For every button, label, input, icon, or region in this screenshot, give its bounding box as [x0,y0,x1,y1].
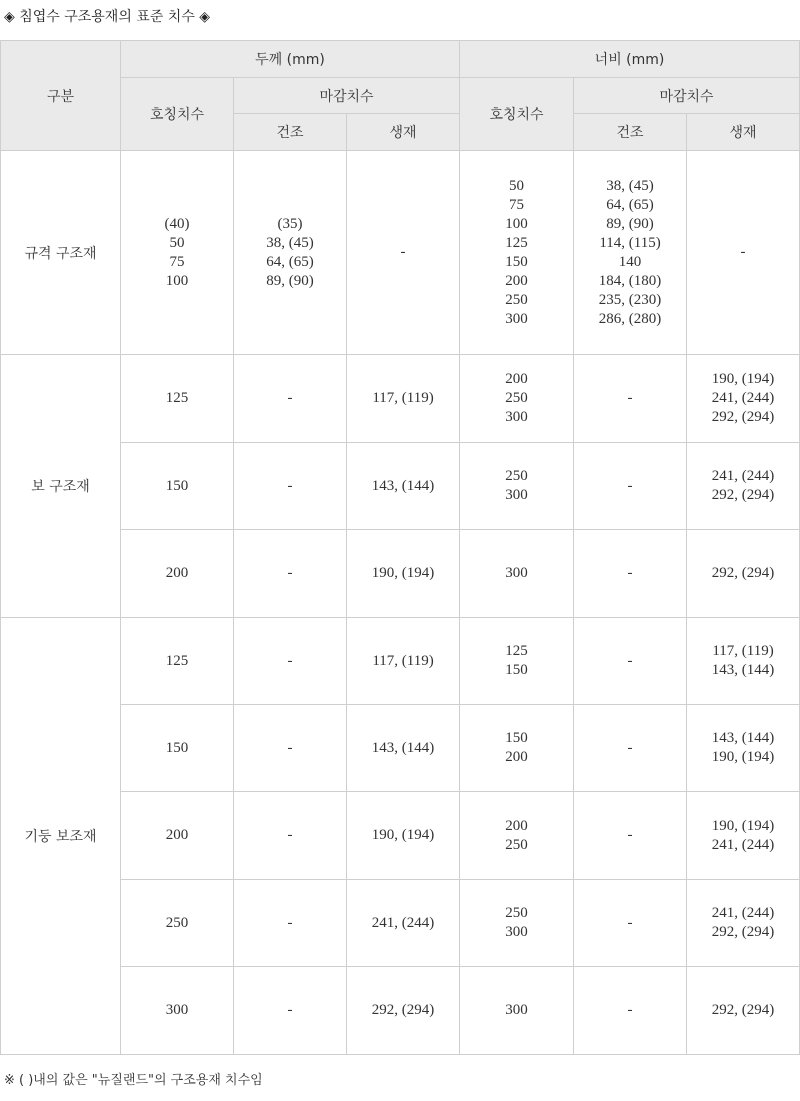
table-row [1,880,800,967]
cell-thickness-nominal: 150 [121,705,234,792]
table-row [1,618,800,705]
cell-thickness-dry: - [234,355,347,443]
cell-thickness-nominal: (40) 50 75 100 [121,151,234,355]
table-row [1,792,800,880]
cell-thickness-green: 117, (119) [347,618,460,705]
cell-width-green: - [687,151,800,355]
cell-thickness-nominal: 250 [121,880,234,967]
cell-width-dry: - [574,443,687,530]
header-width-nominal: 호칭치수 [460,78,574,151]
footnote: ※ ( )내의 값은 "뉴질랜드"의 구조용재 치수임 [4,1073,263,1088]
cell-width-dry: - [574,530,687,618]
table-row [1,705,800,792]
cell-width-dry: - [574,967,687,1055]
cell-thickness-dry: - [234,792,347,880]
cell-thickness-nominal: 200 [121,530,234,618]
cell-width-nominal: 250 300 [460,880,574,967]
cell-thickness-green: 143, (144) [347,705,460,792]
cell-thickness-nominal: 125 [121,355,234,443]
table-row [1,151,800,355]
cell-thickness-nominal: 150 [121,443,234,530]
cell-width-green: 241, (244) 292, (294) [687,443,800,530]
cell-width-green: 190, (194) 241, (244) [687,792,800,880]
cell-thickness-nominal: 200 [121,792,234,880]
cell-width-green: 292, (294) [687,530,800,618]
cell-thickness-dry: - [234,967,347,1055]
cell-thickness-green: 241, (244) [347,880,460,967]
cell-width-nominal: 125 150 [460,618,574,705]
cell-thickness-nominal: 125 [121,618,234,705]
cell-width-nominal: 300 [460,530,574,618]
header-width-green: 생재 [687,114,800,151]
cell-thickness-dry: - [234,880,347,967]
cell-width-nominal: 300 [460,967,574,1055]
cell-thickness-dry: - [234,530,347,618]
cell-width-dry: - [574,880,687,967]
table-row [1,443,800,530]
standard-dimensions-table [0,40,800,1055]
table-row [1,355,800,443]
header-width: 너비 (mm) [460,41,800,78]
cell-width-nominal: 250 300 [460,443,574,530]
cell-thickness-green: 190, (194) [347,530,460,618]
header-thickness-dry: 건조 [234,114,347,151]
header-thickness-nominal: 호칭치수 [121,78,234,151]
cell-width-dry: - [574,792,687,880]
cell-thickness-green: - [347,151,460,355]
page-title: ◈ 침엽수 구조용재의 표준 치수 ◈ [4,9,211,25]
header-thickness-finish: 마감치수 [234,78,460,114]
cell-width-dry: - [574,705,687,792]
header-width-finish: 마감치수 [574,78,800,114]
cell-width-green: 143, (144) 190, (194) [687,705,800,792]
cell-width-dry: - [574,618,687,705]
cell-width-green: 292, (294) [687,967,800,1055]
cell-width-nominal: 150 200 [460,705,574,792]
cell-width-green: 190, (194) 241, (244) 292, (294) [687,355,800,443]
cell-thickness-green: 190, (194) [347,792,460,880]
table-row [1,967,800,1055]
cell-width-dry: 38, (45) 64, (65) 89, (90) 114, (115) 140 184, (180) 235, (230) 286, (280) [574,151,687,355]
cell-width-dry: - [574,355,687,443]
category-standard: 규격 구조재 [1,151,121,355]
cell-thickness-green: 292, (294) [347,967,460,1055]
header-thickness: 두께 (mm) [121,41,460,78]
cell-width-nominal: 200 250 [460,792,574,880]
header-thickness-green: 생재 [347,114,460,151]
cell-thickness-dry: - [234,618,347,705]
cell-width-nominal: 200 250 300 [460,355,574,443]
cell-thickness-dry: (35) 38, (45) 64, (65) 89, (90) [234,151,347,355]
cell-width-green: 241, (244) 292, (294) [687,880,800,967]
category-beam: 보 구조재 [1,355,121,618]
cell-width-nominal: 50 75 100 125 150 200 250 300 [460,151,574,355]
cell-thickness-green: 143, (144) [347,443,460,530]
header-width-dry: 건조 [574,114,687,151]
cell-thickness-dry: - [234,705,347,792]
header-gubun: 구분 [1,41,121,151]
cell-thickness-dry: - [234,443,347,530]
cell-thickness-green: 117, (119) [347,355,460,443]
cell-thickness-nominal: 300 [121,967,234,1055]
cell-width-green: 117, (119) 143, (144) [687,618,800,705]
category-column: 기둥 보조재 [1,618,121,1055]
table-row [1,530,800,618]
